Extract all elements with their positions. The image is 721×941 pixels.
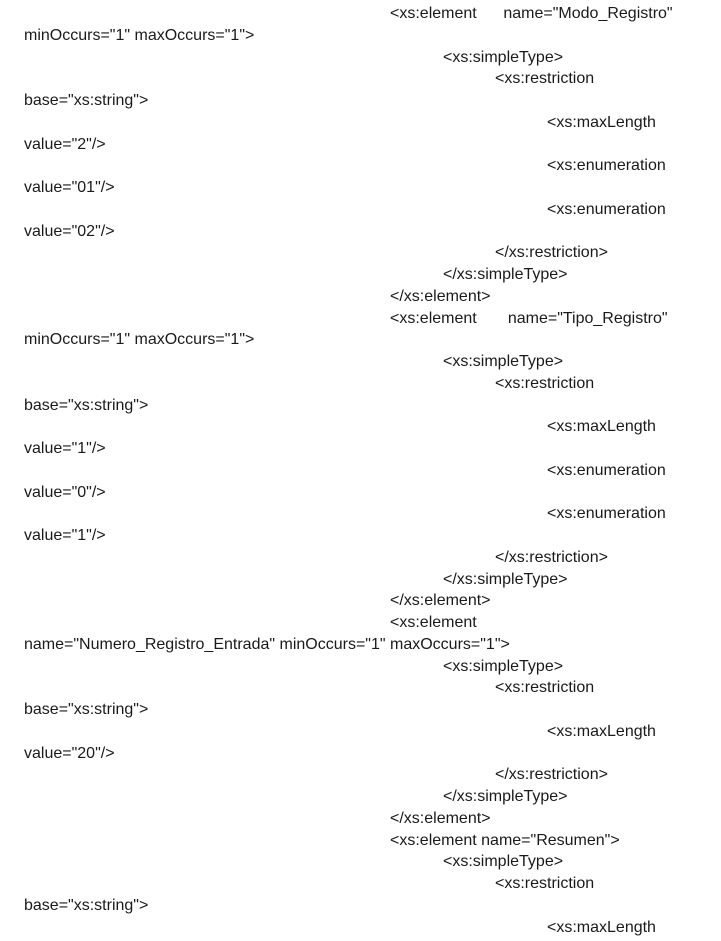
code-line: <xs:enumeration (547, 462, 666, 479)
code-line: value="02"/> (24, 223, 115, 240)
code-line: <xs:enumeration (547, 157, 666, 174)
code-line: value="1"/> (24, 440, 106, 457)
code-line: <xs:restriction (495, 70, 595, 87)
code-line: name="Numero_Registro_Entrada" minOccurs="1" maxOccurs="1"> (24, 636, 510, 653)
code-line: <xs:restriction (495, 375, 595, 392)
code-line: </xs:element> (390, 810, 491, 827)
code-line: <xs:restriction (495, 679, 595, 696)
code-line: </xs:restriction> (495, 244, 608, 261)
code-line: <xs:maxLength (547, 723, 656, 740)
code-line: <xs:element name="Modo_Registro" (390, 5, 673, 22)
code-line: minOccurs="1" maxOccurs="1"> (24, 331, 255, 348)
code-line: <xs:restriction (495, 875, 595, 892)
code-line: base="xs:string"> (24, 897, 149, 914)
code-line: base="xs:string"> (24, 397, 149, 414)
code-line: minOccurs="1" maxOccurs="1"> (24, 27, 255, 44)
code-line: </xs:simpleType> (443, 266, 568, 283)
code-line: </xs:element> (390, 288, 491, 305)
code-line: <xs:element name="Resumen"> (390, 832, 620, 849)
code-line: <xs:enumeration (547, 505, 666, 522)
code-line: <xs:maxLength (547, 114, 656, 131)
code-line: <xs:element name="Tipo_Registro" (390, 310, 668, 327)
code-line: <xs:maxLength (547, 919, 656, 936)
code-line: <xs:simpleType> (443, 853, 564, 870)
code-line: </xs:restriction> (495, 766, 608, 783)
code-line: base="xs:string"> (24, 92, 149, 109)
code-line: <xs:simpleType> (443, 49, 564, 66)
code-line: value="01"/> (24, 179, 115, 196)
code-line: </xs:element> (390, 592, 491, 609)
code-line: value="0"/> (24, 484, 106, 501)
code-line: value="2"/> (24, 136, 106, 153)
code-line: </xs:simpleType> (443, 788, 568, 805)
code-line: <xs:simpleType> (443, 353, 564, 370)
code-line: <xs:simpleType> (443, 658, 564, 675)
code-line: value="20"/> (24, 745, 115, 762)
code-line: <xs:maxLength (547, 418, 656, 435)
code-line: </xs:simpleType> (443, 571, 568, 588)
code-line: value="1"/> (24, 527, 106, 544)
code-line: <xs:enumeration (547, 201, 666, 218)
code-line: <xs:element (390, 614, 477, 631)
code-line: base="xs:string"> (24, 701, 149, 718)
code-line: </xs:restriction> (495, 549, 608, 566)
